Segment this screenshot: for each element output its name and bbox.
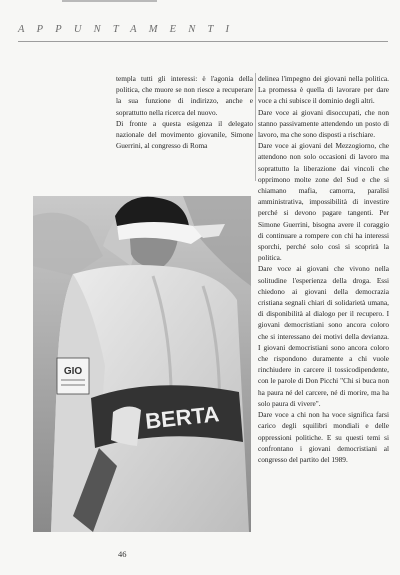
header-rule xyxy=(18,41,388,42)
flag-lettering: BERTA xyxy=(144,401,221,434)
top-rule xyxy=(62,0,157,2)
column-divider xyxy=(255,73,256,181)
paragraph: Di fronte a questa esigenza il delegato nazionale del movimento giovanile, Simone Guerrini, al congresso di Roma xyxy=(116,118,253,151)
paragraph: Dare voce ai giovani del Mezzogiorno, che attendono non solo occasioni di lavoro ma soprattutto la liberazione dai vincoli che opprimono molte zone del Sud e che si chiamano mafia, camorra, paralisi amministrativa, impossibilità di investire perché si devono pagare tangenti. Per Simone Guerrini, bisogna avere il coraggio di continuare a rompere con chi ha interessi sporchi, perché solo così si scoprirà la politica. xyxy=(258,141,389,263)
section-header: APPUNTAMENTI xyxy=(18,24,242,35)
paragraph: Dare voce ai giovani che vivono nella solitudine l'esperienza della droga. Essi chiedono ai giovani della democrazia cristiana segnali chiari di solidarietà umana, di disponibilità al dialogo per il recupero. I giovani democristiani sono ancora coloro che si interessano dei motivi della devianza. I giovani democristiani sono ancora coloro che rispondono duramente a chi vuole rinchiudere in carcere il tossicodipendente, con le parole di Don Picchi "Chi si buca non ha paura né del carcere, né di morire, ma ha solo paura di vivere". xyxy=(258,264,389,408)
paragraph: templa tutti gli interessi: è l'agonia della politica, che muore se non riesce a recuperare la sua funzione di indirizzo, anche e soprattutto nella ricerca del nuovo. xyxy=(116,74,253,117)
flag-shield xyxy=(111,406,141,446)
paragraph: Dare voce ai giovani disoccupati, che non stanno passivamente attendendo un posto di lavoro, ma che sono disposti a rischiare. xyxy=(258,107,389,140)
left-text-column xyxy=(116,73,253,151)
badge-text: GIO xyxy=(63,366,83,377)
page-number: 46 xyxy=(118,549,127,559)
paragraph: Dare voce a chi non ha voce significa farsi carico degli squilibri mondiali e delle oppressioni politiche. E su questi temi si confrontano i giovani democristiani al congresso del partito del 1989. xyxy=(258,410,389,464)
paragraph: delinea l'impegno dei giovani nella politica. La promessa è quella di lavorare per dare voce a chi subisce il dominio degli altri. xyxy=(258,74,389,106)
photo-young-man-with-flag xyxy=(33,196,251,532)
right-text-column xyxy=(258,73,389,465)
